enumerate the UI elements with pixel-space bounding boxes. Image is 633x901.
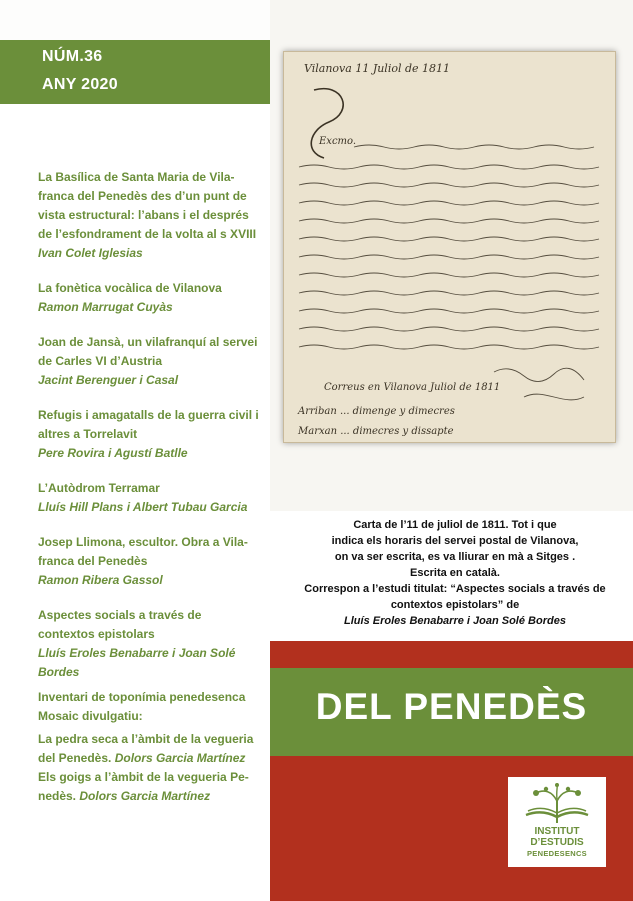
issue-box bbox=[0, 40, 270, 104]
toc-mosaic-item-1[interactable] bbox=[38, 730, 260, 768]
caption-line-4: Escrita en català. bbox=[410, 567, 500, 579]
toc-article-3[interactable] bbox=[38, 333, 260, 390]
article-author: Ivan Colet Iglesias bbox=[38, 246, 143, 260]
article-title: Josep Llimona, escultor. Obra a Vilafranca del Penedès bbox=[38, 535, 248, 568]
letter-postal-line-2: Arriban ... dimenge y dimecres bbox=[298, 406, 455, 417]
logo-line-2: D’ESTUDIS bbox=[530, 837, 584, 848]
article-title: Aspectes socials a través de contextos epistolars bbox=[38, 608, 202, 641]
article-title: Refugis i amagatalls de la guerra civil i altres a Torrelavit bbox=[38, 408, 259, 441]
article-author: Pere Rovira i Agustí Batlle bbox=[38, 446, 188, 460]
caption-line-6: contextos epistolars” de bbox=[390, 599, 520, 611]
toc-article-4[interactable] bbox=[38, 406, 260, 463]
logo-line-1: INSTITUT bbox=[534, 826, 580, 837]
toc-article-1[interactable] bbox=[38, 168, 260, 263]
logo-line-3: PENEDESENCS bbox=[527, 849, 587, 858]
caption-line-3: on va ser escrita, es va lliurar en mà a Sitges . bbox=[334, 551, 576, 563]
letter-salutation: Excmo. bbox=[319, 136, 357, 147]
caption-authors: Lluís Eroles Benabarre i Joan Solé Bordes bbox=[344, 615, 566, 627]
toc-section-mosaic[interactable]: Mosaic divulgatiu: bbox=[38, 709, 143, 723]
issue-number: NÚM.36 bbox=[42, 48, 103, 65]
article-title: La pedra seca a l’àmbit de la vegueria del Penedès. bbox=[38, 732, 254, 765]
top-margin bbox=[0, 0, 270, 40]
letter-postal-line-3: Marxan ... dimecres y dissapte bbox=[298, 426, 454, 437]
toc-article-5[interactable] bbox=[38, 479, 260, 517]
article-author: Dolors Garcia Martínez bbox=[114, 751, 246, 765]
toc-article-7[interactable] bbox=[38, 606, 260, 682]
table-of-contents bbox=[38, 168, 260, 698]
toc-article-2[interactable] bbox=[38, 279, 260, 317]
article-author: Dolors Garcia Martínez bbox=[79, 789, 211, 803]
article-title: L’Autòdrom Terramar bbox=[38, 481, 160, 495]
image-caption bbox=[300, 517, 610, 629]
toc-mosaic-item-2[interactable] bbox=[38, 768, 260, 806]
article-title: La Basílica de Santa Maria de Vilafranca del Penedès des d’un punt de vista estructural: l’abans i el després de l’esfondrament de la volta al s XVIII bbox=[38, 170, 257, 241]
letter-header: Vilanova 11 Juliol de 1811 bbox=[304, 62, 451, 75]
toc-article-6[interactable] bbox=[38, 533, 260, 590]
institut-logo[interactable] bbox=[508, 777, 606, 867]
historic-letter-image bbox=[283, 51, 616, 443]
issue-year: ANY 2020 bbox=[42, 76, 118, 93]
article-title: Els goigs a l’àmbit de la vegueria Penedès. bbox=[38, 770, 249, 803]
toc-section-toponymy[interactable]: Inventari de toponímia penedesenca bbox=[38, 690, 246, 704]
journal-title: DEL PENEDÈS bbox=[315, 686, 588, 727]
article-title: Joan de Jansà, un vilafranquí al servei de Carles VI d’Austria bbox=[38, 335, 258, 368]
caption-line-5: Correspon a l’estudi titulat: “Aspectes socials a través de bbox=[304, 583, 606, 595]
letter-postal-line-1: Correus en Vilanova Juliol de 1811 bbox=[324, 382, 501, 393]
letter-handwriting bbox=[284, 52, 615, 442]
caption-line-1: Carta de l’11 de juliol de 1811. Tot i que bbox=[353, 519, 557, 531]
table-of-contents-extra bbox=[38, 688, 260, 806]
article-author: Jacint Berenguer i Casal bbox=[38, 373, 179, 387]
article-author: Ramon Ribera Gassol bbox=[38, 573, 163, 587]
article-title: La fonètica vocàlica de Vilanova bbox=[38, 281, 222, 295]
article-author: Lluís Eroles Benabarre i Joan Solé Bordes bbox=[38, 646, 236, 679]
article-author: Lluís Hill Plans i Albert Tubau Garcia bbox=[38, 500, 248, 514]
open-book-vine-icon bbox=[522, 783, 592, 825]
article-author: Ramon Marrugat Cuyàs bbox=[38, 300, 173, 314]
caption-line-2: indica els horaris del servei postal de Vilanova, bbox=[331, 535, 579, 547]
